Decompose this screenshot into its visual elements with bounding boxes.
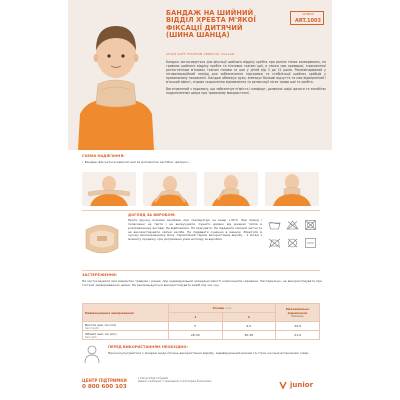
- size-table: [82, 303, 320, 340]
- step-4-image: [265, 172, 319, 206]
- row-label-sub: Neck girth: [85, 335, 97, 339]
- no-tumble-dry-icon: [304, 220, 317, 230]
- size-col-1: 1: [169, 313, 223, 322]
- description-paragraph: Бандаж застосовується для фіксації шийного відділу хребта при ранніх типах захворювань, по травмах шийного відділу хребта та м'язових тканин шиї, а також при кривошиї, спричиненої розтягненням м'язових тканин голови та шиї у дітей від 3 до 12 років. Рекомендований у післяопераційний період для забезпечення підтримки та стабілізації шийних хребців у правильному положенні. Бандаж обмежує рухи, зменшує больові відчуття та має відвернений і м'якший ефект, сприяє скороченню відновлення та релаксації після травм шиї та хребта.: [166, 60, 326, 85]
- hand-wash-icon: [268, 220, 281, 230]
- step-1-image: [82, 172, 136, 206]
- step-2-image: [143, 172, 197, 206]
- row-label-text: Обхват шиї, см (cm): [85, 331, 117, 336]
- product-subtitle: CHILD SOFT FIXATION CERVICAL COLLAR: [166, 52, 235, 56]
- step-3-image: [204, 172, 258, 206]
- no-dry-clean-icon: [286, 238, 299, 248]
- row-label: [83, 331, 169, 340]
- article-number-badge: [290, 11, 324, 25]
- article-label: АРТИКУЛ: [302, 13, 314, 16]
- scheme-heading: СХЕМА НАДЯГАННЯ:: [82, 154, 125, 158]
- care-heading: ДОГЛЯД ЗА ВИРОБОМ:: [128, 213, 176, 217]
- no-bleach-icon: [286, 220, 299, 230]
- no-iron-icon: [268, 238, 281, 248]
- title-line: (ШИНА ШАНЦА): [166, 31, 230, 40]
- brand-name: junior: [290, 381, 314, 389]
- table-cell: ±0,5: [276, 322, 320, 331]
- row-label: [83, 322, 169, 331]
- brand-logo-icon: [278, 380, 288, 390]
- title-line: ФІКСАЦІЇ ДИТЯЧИЙ: [166, 23, 243, 32]
- support-note: з 9:00 до 18:00 по будням: [138, 377, 169, 380]
- dry-flat-icon: [304, 238, 317, 248]
- table-cell: 26-30: [169, 331, 223, 340]
- table-header-size: [169, 304, 276, 313]
- row-label-text: Висота шиї, см (cm): [85, 322, 117, 327]
- support-notes: [138, 378, 218, 384]
- row-label-sub: Neck height: [85, 326, 99, 330]
- support-note: Дзвінки з мобільних і стаціонарних по всій Україні безкоштовні: [138, 379, 212, 383]
- title-line: ВІДДІЛ ХРЕБТА М'ЯКОЇ: [166, 16, 256, 25]
- child-wearing-collar-photo: [74, 10, 158, 150]
- dressing-steps: [82, 172, 320, 206]
- scheme-text: • Бандаж фіксується навколо шиї за допомогою застібки «велкро».: [82, 160, 190, 164]
- warnings-text: Не застосовувати при відкритих травмах і ранах, при індивідуальній непереносимості компонентів сировини. Нестерильно, не використовувати при гострих захворюваннях шкіри. Не рекомендується використовувати виріб під час сну.: [82, 279, 322, 287]
- doctor-icon: [82, 344, 102, 364]
- table-cell: 30-36: [222, 331, 276, 340]
- collar-product-image: [82, 216, 122, 262]
- table-cell: 5: [169, 322, 223, 331]
- support-phone: 0 800 600 103: [82, 384, 127, 390]
- care-symbols: [266, 218, 318, 266]
- title-line: БАНДАЖ НА ШИЙНИЙ: [166, 9, 254, 17]
- table-row: [83, 331, 320, 340]
- consult-heading: ПЕРЕД ВИКОРИСТАННЯМ НЕОБХІДНО:: [108, 345, 188, 349]
- description-paragraph: Виготовлений з поролону, що забезпечує м'якість і комфорт, дозволяє шкірі дихати та запобігає подразненням шкіри при тривалому використанні.: [166, 87, 326, 96]
- article-number: ART.1003: [295, 17, 321, 24]
- footer: [68, 372, 332, 400]
- size-header-suffix: Size: [225, 306, 232, 310]
- table-header-measurement: Найменування вимірювання: [83, 304, 169, 322]
- table-header-tolerance: [276, 304, 320, 322]
- tolerance-sub: Tolerance: [291, 315, 304, 318]
- consult-text: Проконсультуватися з лікарем щодо питань використання виробу. Індивідуальний режим та строк носіння встановлює лікар.: [108, 351, 310, 355]
- product-leaflet: [68, 0, 332, 400]
- divider: [82, 210, 320, 211]
- size-col-2: 2: [222, 313, 276, 322]
- product-title: [166, 10, 276, 40]
- tolerance-label: Максимальне відхилення: [285, 307, 310, 315]
- table-row: [83, 322, 320, 331]
- divider: [82, 270, 320, 271]
- care-text: Прати вручну м'якими засобами при температурі не вище +30°С. При прасці і поласканні не терти і не викручувати. Сушити далеко від джерел тепла в розправленому вигляді. Не відбілювати. Не прасувати. Не піддавати хімічній чистці та не використовувати хімічні засоби. Не піддавати сушінню в машині. Зберігати в сухому вентильованому місці. Гарантійний термін використання виробу – 2 місяці з моменту продажу, при дотриманні умов догляду за виробом.: [128, 218, 262, 242]
- table-cell: ±1,0: [276, 331, 320, 340]
- product-description: [166, 60, 326, 98]
- table-cell: 6,5: [222, 322, 276, 331]
- size-header-label: Розмір: [212, 306, 225, 310]
- warnings-heading: ЗАСТЕРЕЖЕННЯ:: [82, 273, 118, 277]
- support-title: ЦЕНТР ПІДТРИМКИ: [82, 378, 127, 383]
